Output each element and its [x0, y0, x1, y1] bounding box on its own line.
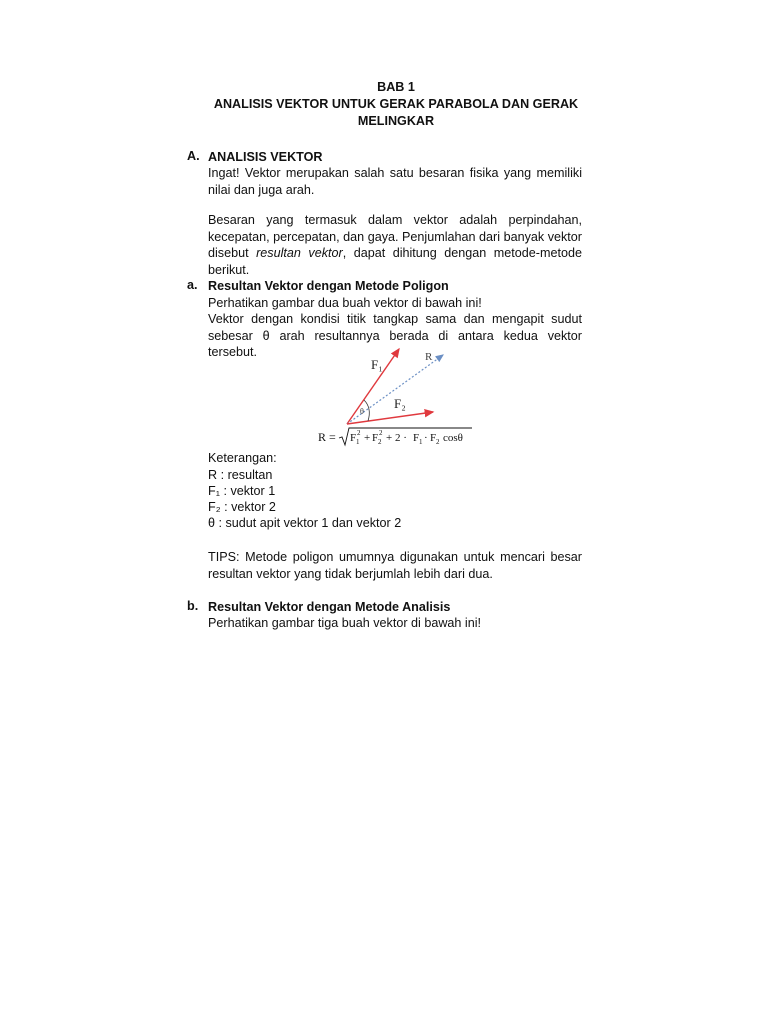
formula-f1-sup: 2	[357, 429, 361, 437]
formula-svg	[318, 426, 478, 448]
subsection-b-marker: b.	[187, 599, 199, 613]
formula-f2b-sub: 2	[436, 438, 440, 446]
chapter-title-line2: MELINGKAR	[357, 114, 435, 128]
formula-plus-2: + 2 ·	[386, 432, 407, 444]
paragraph-2-text-start: Besaran yang termasuk dalam vektor adalah perpindahan, kecepatan, percepatan, dan gaya. Penjumlahan dari banyak vektor disebut	[208, 213, 582, 260]
label-theta: θ	[360, 407, 364, 416]
subsection-a-instruction: Perhatikan gambar dua buah vektor di bawah ini!	[208, 296, 482, 310]
formula-dot: ·	[424, 432, 428, 444]
label-f1: F₁	[371, 357, 383, 372]
formula-f2-sub: 2	[378, 438, 382, 446]
formula-plus-1: +	[364, 432, 371, 444]
subsection-a-marker: a.	[187, 278, 198, 292]
formula-f2b: F	[430, 432, 437, 444]
subsection-b-instruction: Perhatikan gambar tiga buah vektor di bawah ini!	[208, 616, 482, 630]
formula-f1: F	[350, 432, 357, 444]
chapter-title-line1: ANALISIS VEKTOR UNTUK GERAK PARABOLA DAN GERAK	[213, 97, 579, 111]
subsection-a-paragraph: Vektor dengan kondisi titik tangkap sama dan mengapit sudut sebesar θ arah resultannya berada di antara kedua vektor tersebut.	[208, 312, 582, 359]
chapter-number: BAB 1	[377, 80, 415, 94]
label-r: R	[425, 351, 433, 363]
formula-cos: cosθ	[443, 432, 463, 444]
legend-r: R : resultan	[208, 468, 273, 482]
legend-title: Keterangan:	[208, 451, 277, 465]
formula-lhs: R =	[318, 430, 336, 444]
formula-f1b: F	[413, 432, 420, 444]
resultan-vektor-term: resultan vektor	[256, 246, 343, 260]
legend-f2	[208, 499, 276, 516]
legend-f2-desc: : vektor 2	[224, 500, 276, 514]
legend-f2-symbol: F₂	[208, 500, 221, 514]
tips-paragraph: TIPS: Metode poligon umumnya digunakan untuk mencari besar resultan vektor yang tidak berjumlah lebih dari dua.	[208, 550, 582, 581]
section-a-paragraph-1: Ingat! Vektor merupakan salah satu besaran fisika yang memiliki nilai dan juga arah.	[208, 166, 582, 197]
section-a-marker: A.	[187, 149, 200, 163]
legend-f1-symbol: F₁	[208, 484, 220, 498]
legend-f1	[208, 483, 275, 500]
formula-f1b-sub: 1	[419, 438, 423, 446]
section-a-heading: ANALISIS VEKTOR	[208, 150, 323, 164]
subsection-a-heading: Resultan Vektor dengan Metode Poligon	[208, 279, 449, 293]
formula-f1-sub: 1	[356, 438, 360, 446]
legend-f1-desc: : vektor 1	[223, 484, 276, 498]
formula-f2-sup: 2	[379, 429, 383, 437]
paragraph-2-text-end: , dapat dihitung dengan metode-metode berikut.	[208, 246, 583, 277]
legend-theta: θ : sudut apit vektor 1 dan vektor 2	[208, 516, 402, 530]
angle-arc	[364, 400, 369, 421]
label-f2: F₂	[394, 396, 406, 411]
formula-f2: F	[372, 432, 379, 444]
subsection-b-heading: Resultan Vektor dengan Metode Analisis	[208, 600, 451, 614]
resultant-formula	[318, 426, 478, 448]
